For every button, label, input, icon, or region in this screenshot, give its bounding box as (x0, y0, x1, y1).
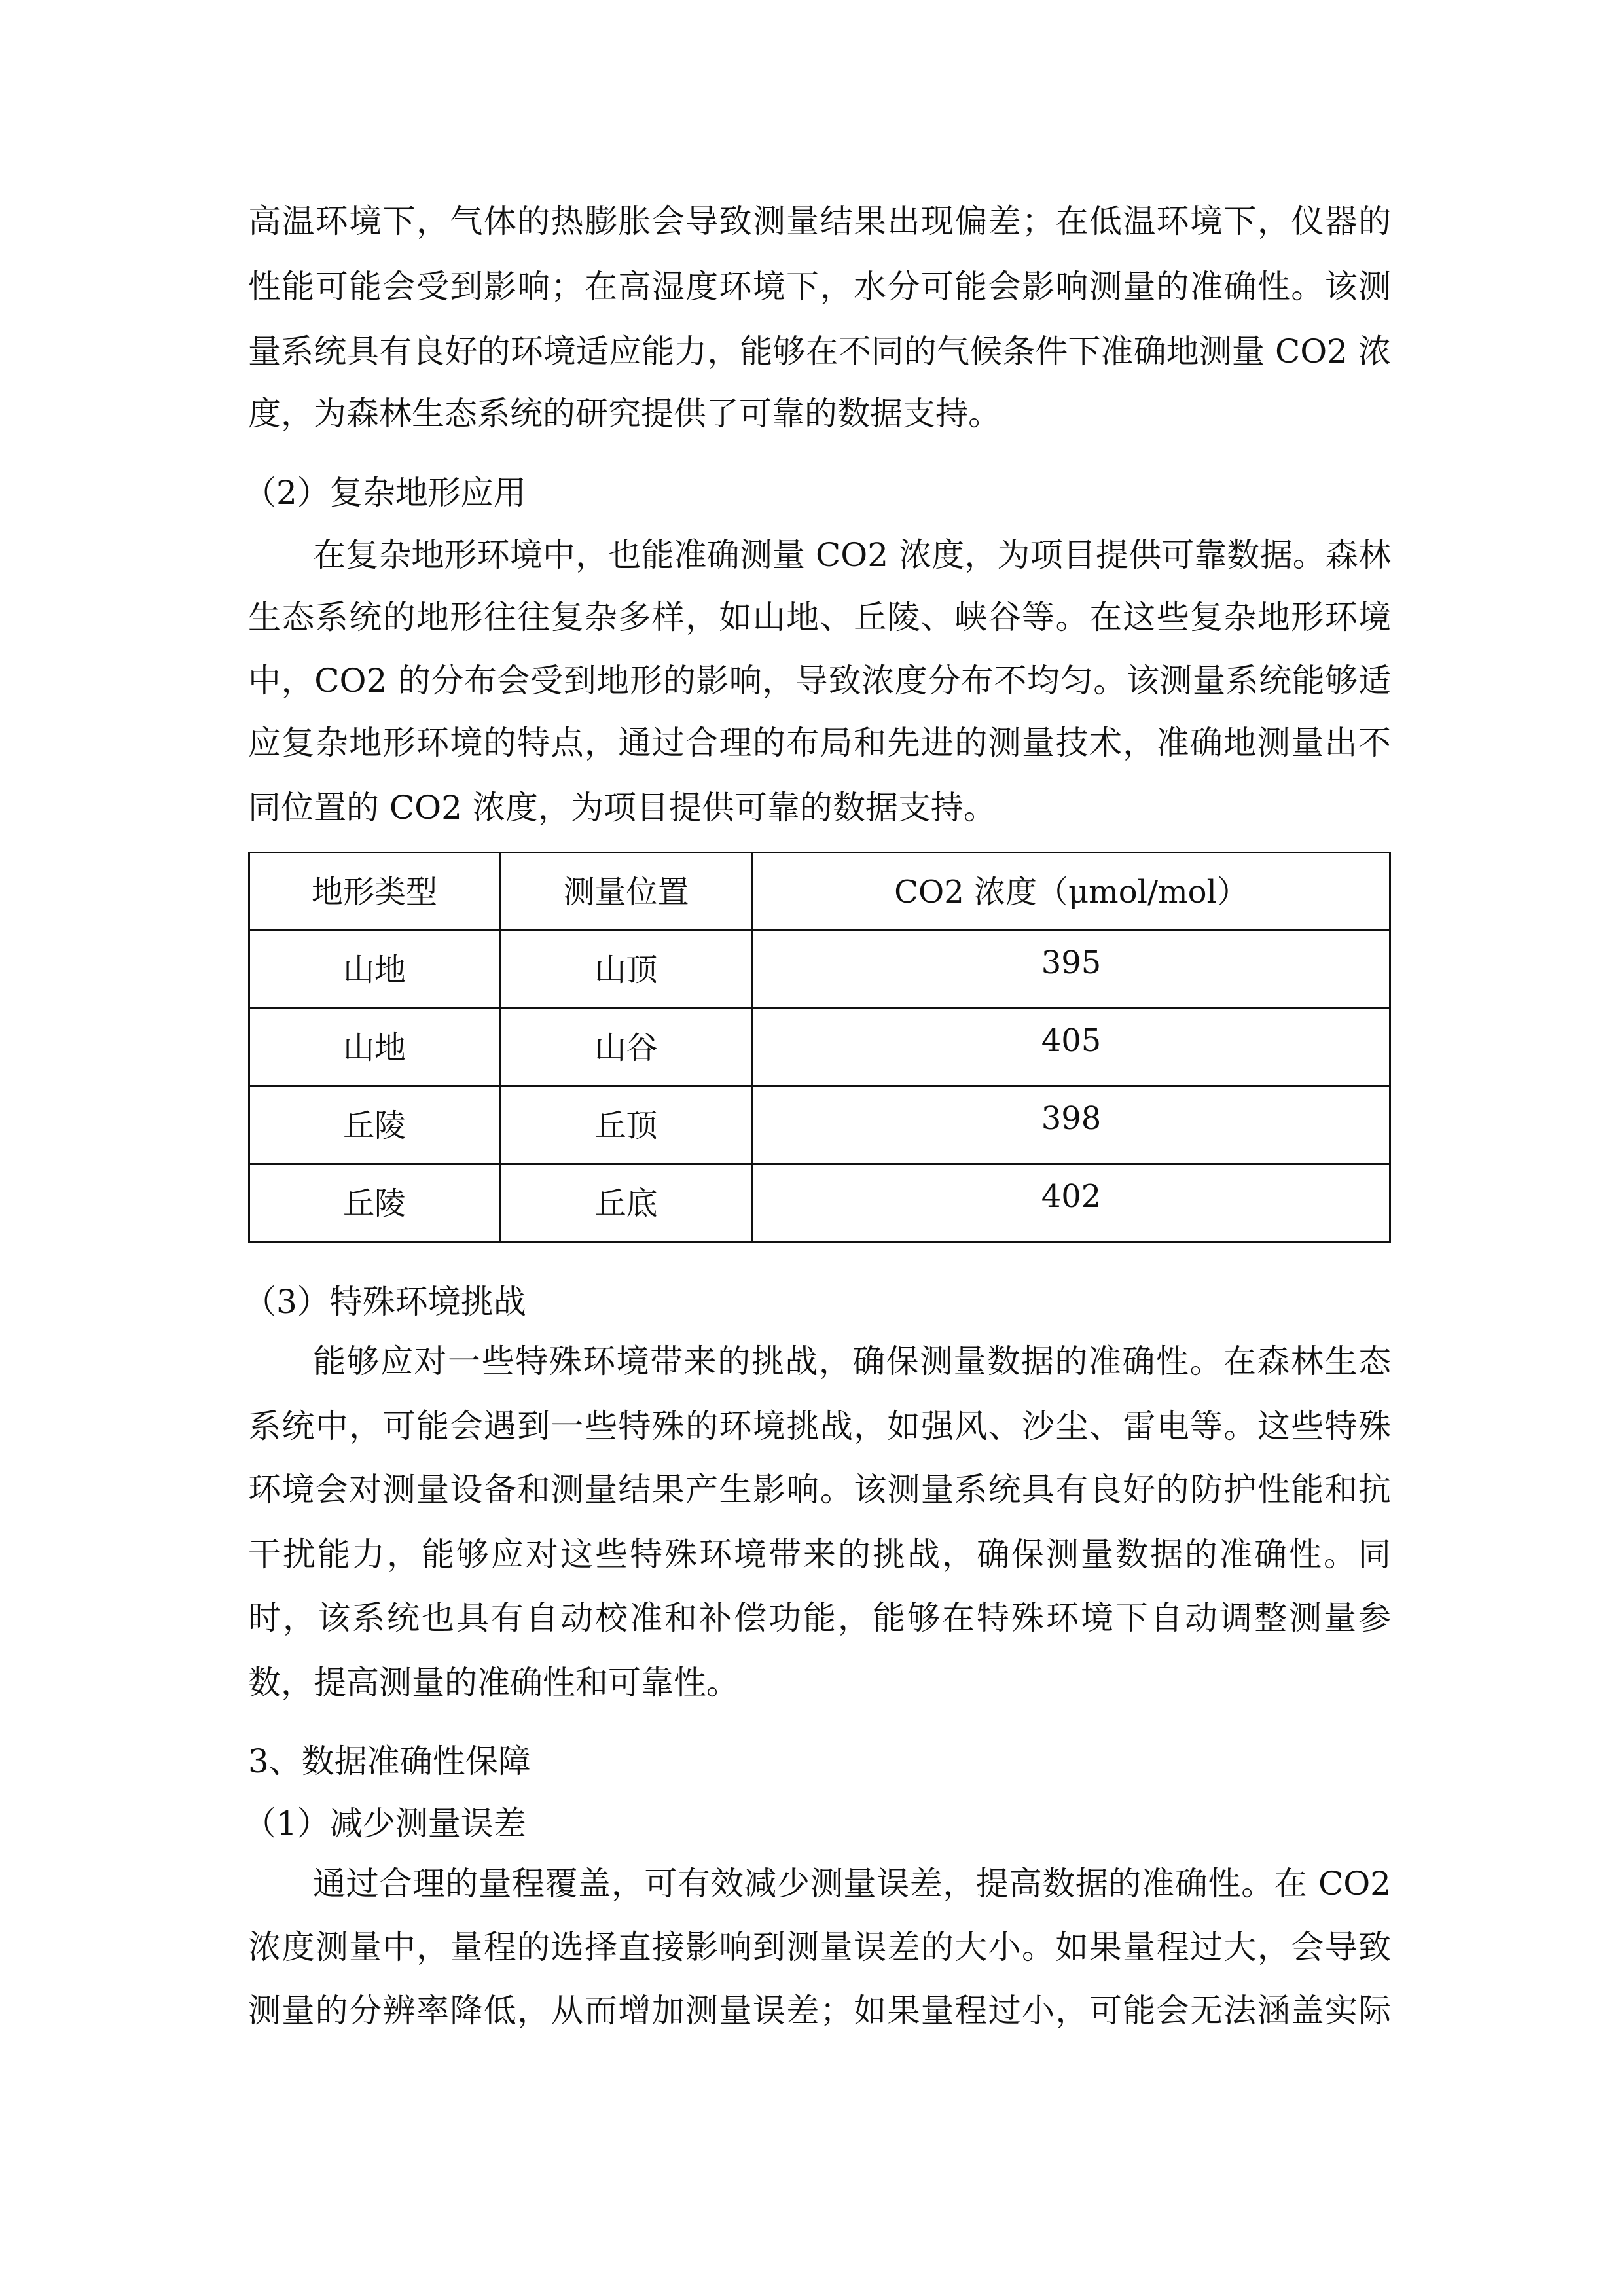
paragraph-line: 同位置的 CO2 浓度，为项目提供可靠的数据支持。 (248, 789, 996, 827)
paragraph-line: 中，CO2 的分布会受到地形的影响，导致浓度分布不均匀。该测量系统能够适 (248, 662, 1391, 700)
header-cell: 测量位置 (500, 853, 753, 931)
table-cell: 丘顶 (500, 1086, 753, 1164)
table-row (249, 1009, 1390, 1086)
table-cell: 丘陵 (249, 1164, 500, 1242)
table-cell: 山顶 (500, 931, 753, 1009)
paragraph-line: 系统中，可能会遇到一些特殊的环境挑战，如强风、沙尘、雷电等。这些特殊 (248, 1407, 1391, 1445)
paragraph-line: 干扰能力，能够应对这些特殊环境带来的挑战，确保测量数据的准确性。同 (248, 1535, 1391, 1573)
paragraph-line: 数，提高测量的准确性和可靠性。 (248, 1664, 739, 1702)
paragraph-line: 环境会对测量设备和测量结果产生影响。该测量系统具有良好的防护性能和抗 (248, 1471, 1391, 1509)
paragraph-line: 在复杂地形环境中，也能准确测量 CO2 浓度，为项目提供可靠数据。森林 (313, 536, 1391, 574)
table-header-row (249, 853, 1390, 931)
paragraph-line: 高温环境下，气体的热膨胀会导致测量结果出现偏差；在低温环境下，仪器的 (248, 202, 1391, 240)
paragraph-line: 能够应对一些特殊环境带来的挑战，确保测量数据的准确性。在森林生态 (313, 1342, 1391, 1380)
table-cell: 丘陵 (249, 1086, 500, 1164)
header-cell: 地形类型 (249, 853, 500, 931)
table-cell: 398 (753, 1086, 1390, 1164)
co2-table (248, 852, 1391, 1243)
subheading: （3）特殊环境挑战 (244, 1283, 526, 1321)
table-row (249, 1164, 1390, 1242)
paragraph-line: 时，该系统也具有自动校准和补偿功能，能够在特殊环境下自动调整测量参 (248, 1599, 1391, 1637)
paragraph-line: 浓度测量中，量程的选择直接影响到测量误差的大小。如果量程过大，会导致 (248, 1928, 1391, 1966)
paragraph-line: 度，为森林生态系统的研究提供了可靠的数据支持。 (248, 395, 1001, 433)
subheading: （2）复杂地形应用 (244, 474, 526, 512)
paragraph-line: 测量的分辨率降低，从而增加测量误差；如果量程过小，可能会无法涵盖实际 (248, 1992, 1391, 2030)
table-cell: 山谷 (500, 1009, 753, 1086)
table-cell: 山地 (249, 931, 500, 1009)
section-heading: 3、数据准确性保障 (248, 1742, 531, 1780)
table-cell: 山地 (249, 1009, 500, 1086)
table-cell: 405 (753, 1009, 1390, 1086)
paragraph-line: 生态系统的地形往往复杂多样，如山地、丘陵、峡谷等。在这些复杂地形环境 (248, 598, 1391, 636)
table-row (249, 931, 1390, 1009)
paragraph-line: 通过合理的量程覆盖，可有效减少测量误差，提高数据的准确性。在 CO2 (313, 1865, 1391, 1903)
table-row (249, 1086, 1390, 1164)
table-cell: 402 (753, 1164, 1390, 1242)
paragraph-line: 应复杂地形环境的特点，通过合理的布局和先进的测量技术，准确地测量出不 (248, 724, 1391, 762)
paragraph-line: 性能可能会受到影响；在高湿度环境下，水分可能会影响测量的准确性。该测 (248, 268, 1391, 306)
table-cell: 丘底 (500, 1164, 753, 1242)
header-cell: CO2 浓度（μmol/mol） (753, 853, 1390, 931)
paragraph-line: 量系统具有良好的环境适应能力，能够在不同的气候条件下准确地测量 CO2 浓 (248, 332, 1391, 370)
table-cell: 395 (753, 931, 1390, 1009)
subheading: （1）减少测量误差 (244, 1804, 526, 1842)
